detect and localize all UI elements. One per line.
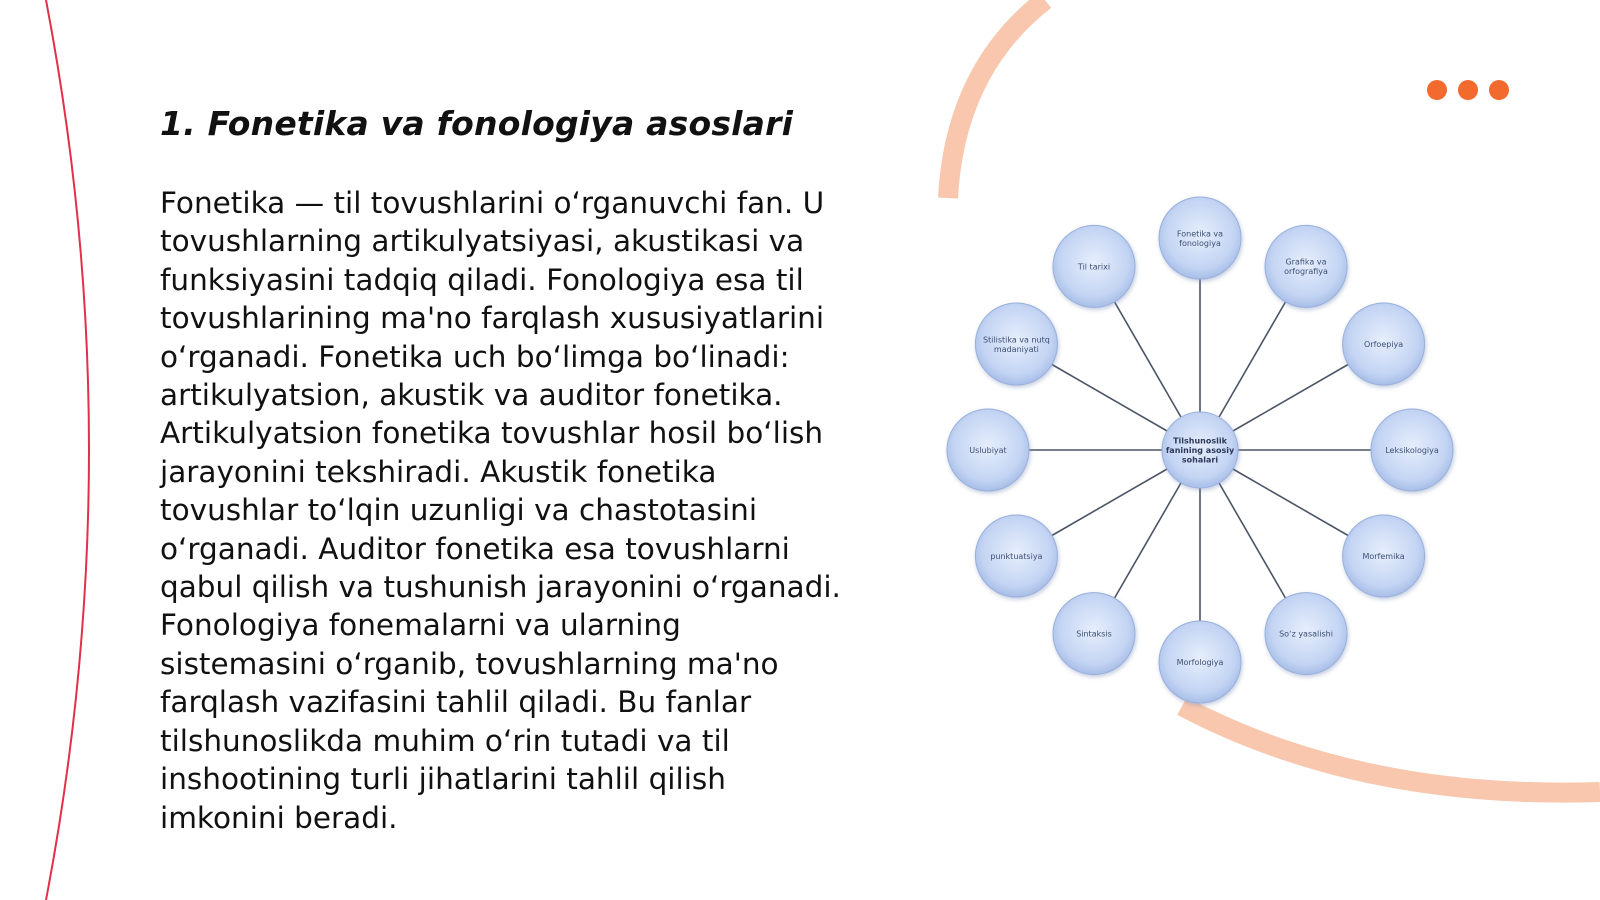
diagram-node xyxy=(975,303,1057,385)
node-label: Soʻz yasalishi xyxy=(1279,629,1333,639)
node-label: Grafika va orfografiya xyxy=(1284,257,1328,277)
dot xyxy=(1427,80,1447,100)
slide-title: 1. Fonetika va fonologiya asoslari xyxy=(160,104,794,143)
connector-line xyxy=(1052,469,1167,536)
diagram-node xyxy=(1265,225,1347,307)
dot xyxy=(1489,80,1509,100)
bottom-arc xyxy=(1182,706,1600,793)
node-label: punktuatsiya xyxy=(990,552,1043,561)
diagram-node xyxy=(1053,225,1135,307)
node-label: Til tarixi xyxy=(1077,262,1111,272)
linguistics-branches-diagram xyxy=(940,190,1460,710)
left-curve-line xyxy=(46,0,89,900)
diagram-node xyxy=(1159,197,1241,279)
diagram-hub xyxy=(1162,412,1238,488)
dot xyxy=(1458,80,1478,100)
diagram-node xyxy=(1371,409,1453,491)
diagram-node xyxy=(1265,593,1347,675)
connector-line xyxy=(1115,483,1182,598)
node-label: Morfemika xyxy=(1362,552,1405,561)
connector-line xyxy=(1233,469,1348,536)
diagram-node xyxy=(1159,621,1241,703)
diagram-nodes xyxy=(947,197,1453,703)
node-label: Stilistika va nutq madaniyati xyxy=(982,335,1050,354)
node-label: Uslubiyat xyxy=(969,446,1007,455)
connector-line xyxy=(1219,302,1286,417)
connector-line xyxy=(1219,483,1286,598)
connector-line xyxy=(1052,365,1167,432)
connector-line xyxy=(1115,302,1182,417)
diagram-node xyxy=(947,409,1029,491)
top-arc xyxy=(948,0,1045,198)
node-label: Fonetika va fonologiya xyxy=(1176,229,1224,248)
node-label: Orfoepiya xyxy=(1364,340,1404,349)
diagram-node xyxy=(1343,515,1425,597)
node-label: Leksikologiya xyxy=(1385,446,1439,455)
node-label: Morfologiya xyxy=(1176,658,1224,667)
node-label: Sintaksis xyxy=(1076,629,1112,639)
diagram-node xyxy=(1343,303,1425,385)
diagram-node xyxy=(1053,593,1135,675)
hub-label: Tilshunoslik fanining asosiy sohalari xyxy=(1165,436,1235,465)
connector-line xyxy=(1233,365,1348,432)
dots-decoration xyxy=(1427,80,1509,100)
diagram-node xyxy=(975,515,1057,597)
slide-body-text: Fonetika — til tovushlarini oʻrganuvchi fan. U tovushlarning artikulyatsiyasi, akustikasi va funksiyasini tadqiq qiladi. Fonologiya esa til tovushlarining ma'no farqlash xususiyatlarini oʻrganadi. Fonetika uch boʻlimga boʻlinadi: artikulyatsion, akustik va auditor fonetika. Artikulyatsion fonetika tovushlar hosil boʻlish jarayonini tekshiradi. Akustik fonetika tovushlar toʻlqin uzunligi va chastotasini oʻrganadi. Auditor fonetika esa tovushlarni qabul qilish va tushunish jarayonini oʻrganadi. Fonologiya fonemalarni va ularning sistemasini oʻrganib, tovushlarning ma'no farqlash vazifasini tahlil qiladi. Bu fanlar tilshunoslikda muhim oʻrin tutadi va til inshootining turli jihatlarini tahlil qilish imkonini beradi. xyxy=(160,186,841,835)
